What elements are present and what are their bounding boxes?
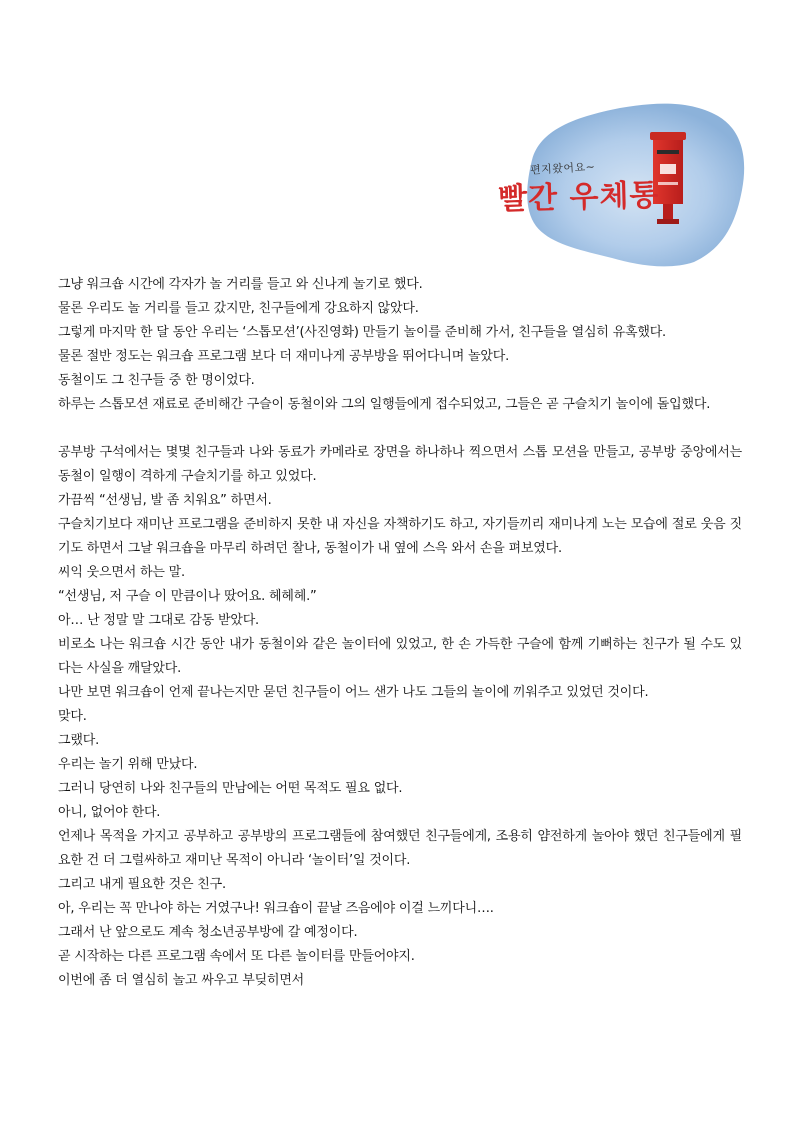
paragraph: 동철이도 그 친구들 중 한 명이었다. <box>58 373 255 388</box>
paragraph: 그러니 당연히 나와 친구들의 만남에는 어떤 목적도 필요 없다. <box>58 781 403 796</box>
paragraph: 물론 우리도 놀 거리를 들고 갔지만, 친구들에게 강요하지 않았다. <box>58 301 419 316</box>
blank-line <box>58 417 742 441</box>
paragraph: 아… 난 정말 말 그대로 감동 받았다. <box>58 613 259 628</box>
paragraph: 물론 절반 정도는 워크숍 프로그램 보다 더 재미나게 공부방을 뛰어다니며 놀았다. <box>58 349 510 364</box>
paragraph: 공부방 구석에서는 몇몇 친구들과 나와 동료가 카메라로 장면을 하나하나 찍으면서 스톱 모션을 만들고, 공부방 중앙에서는 동철이 일행이 격하게 구슬치기를 하고 있었다. <box>58 445 742 484</box>
paragraph: 구슬치기보다 재미난 프로그램을 준비하지 못한 내 자신을 자책하기도 하고, 자기들끼리 재미나게 노는 모습에 절로 웃음 짓기도 하면서 그날 워크숍을 마무리 하려던 찰나, 동철이가 내 옆에 스윽 와서 손을 펴보였다. <box>58 517 742 556</box>
logo-brand-text: 빨간 우체통 <box>497 177 660 218</box>
paragraph: 그냥 워크숍 시간에 각자가 놀 거리를 들고 와 신나게 놀기로 했다. <box>58 277 423 292</box>
paragraph: 이번에 좀 더 열심히 놀고 싸우고 부딪히면서 <box>58 973 305 988</box>
red-mailbox-logo <box>480 98 750 270</box>
article-body <box>58 273 742 993</box>
paragraph: 우리는 놀기 위해 만났다. <box>58 757 198 772</box>
logo-tagline: 편지왔어요~ <box>529 160 596 177</box>
paragraph: 곧 시작하는 다른 프로그램 속에서 또 다른 놀이터를 만들어야지. <box>58 949 415 964</box>
paragraph: 그렇게 마지막 한 달 동안 우리는 ‘스톱모션’(사진영화) 만들기 놀이를 준비해 가서, 친구들을 열심히 유혹했다. <box>58 325 666 340</box>
paragraph: 그랬다. <box>58 733 100 748</box>
paragraph: 하루는 스톱모션 재료로 준비해간 구슬이 동철이와 그의 일행들에게 접수되었고, 그들은 곧 구슬치기 놀이에 돌입했다. <box>58 397 711 412</box>
paragraph: 아, 우리는 꼭 만나야 하는 거였구나! 워크숍이 끝날 즈음에야 이걸 느끼다니…. <box>58 901 494 916</box>
paragraph: 그리고 내게 필요한 것은 친구. <box>58 877 226 892</box>
paragraph: 맞다. <box>58 709 87 724</box>
paragraph: 언제나 목적을 가지고 공부하고 공부방의 프로그램들에 참여했던 친구들에게, 조용히 얌전하게 놀아야 했던 친구들에게 필요한 건 더 그럴싸하고 재미난 목적이 아니라 ‘놀이터’일 것이다. <box>58 829 742 868</box>
paragraph: 나만 보면 워크숍이 언제 끝나는지만 묻던 친구들이 어느 샌가 나도 그들의 놀이에 끼워주고 있었던 것이다. <box>58 685 649 700</box>
paragraph: 그래서 난 앞으로도 계속 청소년공부방에 갈 예정이다. <box>58 925 358 940</box>
paragraph: “선생님, 저 구슬 이 만큼이나 땄어요. 헤헤헤.” <box>58 589 317 604</box>
paragraph: 씨익 웃으면서 하는 말. <box>58 565 185 580</box>
paragraph: 가끔씩 “선생님, 발 좀 치워요” 하면서. <box>58 493 272 508</box>
paragraph: 비로소 나는 워크숍 시간 동안 내가 동철이와 같은 놀이터에 있었고, 한 손 가득한 구슬에 함께 기뻐하는 친구가 될 수도 있다는 사실을 깨달았다. <box>58 637 742 676</box>
paragraph: 아니, 없어야 한다. <box>58 805 161 820</box>
